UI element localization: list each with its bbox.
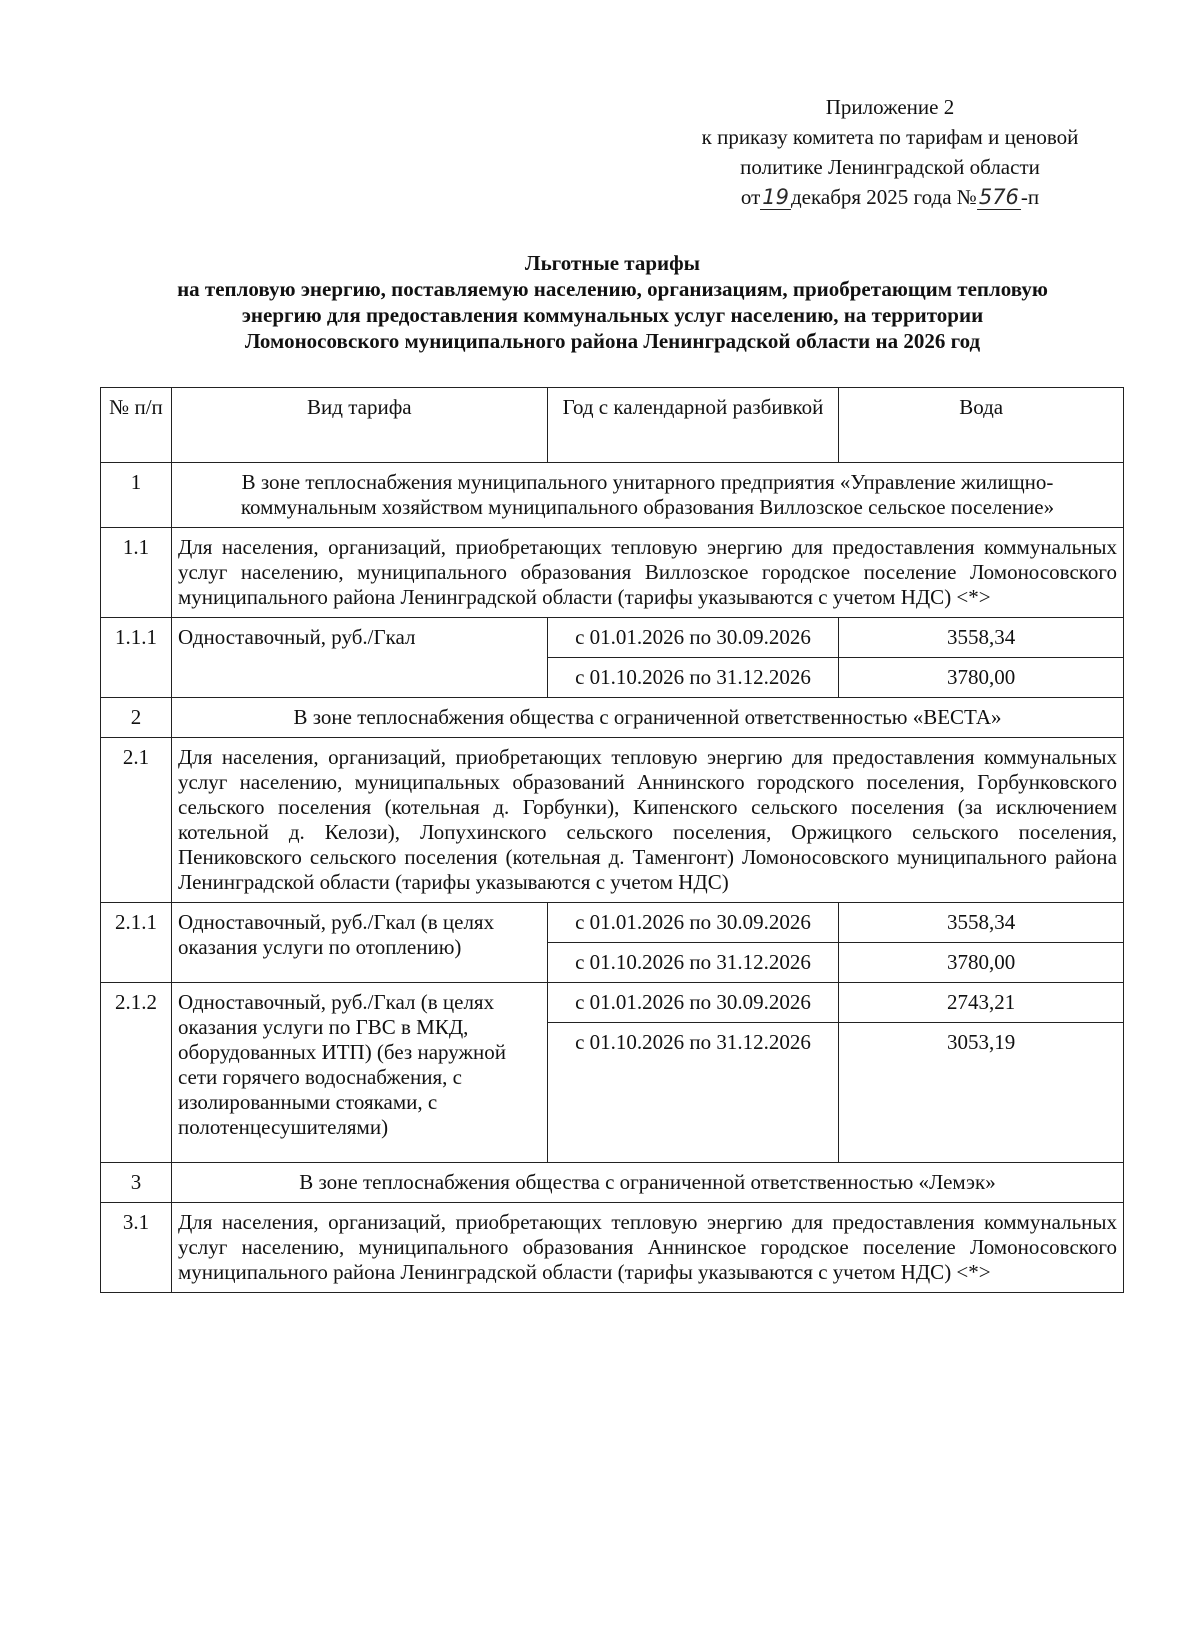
tariff-type: Одноставочный, руб./Гкал (171, 618, 547, 698)
subsection-text: Для населения, организаций, приобретающих тепловую энергию для предоставления коммунальных услуг населению, муниципального образования Аннинское городское поселение Ломоносовского муниципального района Ленинградской области (тарифы указываются с учетом НДС) <*> (171, 1203, 1123, 1293)
tariff-table (100, 387, 1124, 1293)
appendix-line-3: политике Ленинградской области (740, 155, 1040, 179)
row-number: 1.1.1 (101, 618, 172, 698)
row-number: 2.1 (101, 738, 172, 903)
title-line-4: Ломоносовского муниципального района Ленинградской области на 2026 год (244, 329, 981, 353)
date-suffix: -п (1020, 185, 1040, 209)
title-line-3: энергию для предоставления коммунальных услуг населению, на территории (241, 303, 984, 327)
tariff-row (101, 618, 1124, 658)
date-prefix: от (740, 185, 761, 209)
row-number: 1 (101, 463, 172, 528)
row-number: 1.1 (101, 528, 172, 618)
tariff-value: 3558,34 (839, 618, 1124, 658)
order-day: 19 (762, 185, 789, 209)
tariff-row (101, 983, 1124, 1023)
tariff-value: 2743,21 (839, 983, 1124, 1023)
section-title: В зоне теплоснабжения общества с ограниченной ответственностью «Лемэк» (171, 1163, 1123, 1203)
section-title: В зоне теплоснабжения муниципального унитарного предприятия «Управление жилищно-коммунальным хозяйством муниципального образования Виллозское сельское поселение» (171, 463, 1123, 528)
header-type: Вид тарифа (171, 388, 547, 463)
tariff-type: Одноставочный, руб./Гкал (в целях оказания услуги по отоплению) (171, 903, 547, 983)
header-num: № п/п (101, 388, 172, 463)
row-number: 3 (101, 1163, 172, 1203)
title-line-1: Льготные тарифы (524, 251, 701, 275)
appendix-line-2: к приказу комитета по тарифам и ценовой (701, 125, 1079, 149)
appendix-header (650, 92, 1130, 212)
appendix-line-1: Приложение 2 (825, 95, 955, 119)
tariff-period: с 01.01.2026 по 30.09.2026 (547, 618, 839, 658)
row-number: 3.1 (101, 1203, 172, 1293)
tariff-value: 3558,34 (839, 903, 1124, 943)
subsection-text: Для населения, организаций, приобретающих тепловую энергию для предоставления коммунальных услуг населению, муниципальных образований Аннинского городского поселения, Горбунковского сельского поселения (котельная д. Горбунки), Кипенского сельского поселения (за исключением котельной д. Келози), Лопухинского сельского поселения, Оржицкого сельского поселения, Пениковского сельского поселения (котельная д. Таменгонт) Ломоносовского муниципального района Ленинградской области (тарифы указываются с учетом НДС) (171, 738, 1123, 903)
row-number: 2.1.2 (101, 983, 172, 1163)
table-header-row (101, 388, 1124, 463)
tariff-value: 3780,00 (839, 943, 1124, 983)
tariff-period: с 01.01.2026 по 30.09.2026 (547, 983, 839, 1023)
header-water: Вода (839, 388, 1124, 463)
tariff-type: Одноставочный, руб./Гкал (в целях оказания услуги по ГВС в МКД, оборудованных ИТП) (без наружной сети горячего водоснабжения, с изолированными стояками, с полотенцесушителями) (171, 983, 547, 1163)
order-number: 576 (978, 185, 1019, 209)
row-number: 2.1.1 (101, 903, 172, 983)
appendix-date-line (650, 182, 1130, 212)
section-title: В зоне теплоснабжения общества с ограниченной ответственностью «ВЕСТА» (171, 698, 1123, 738)
tariff-period: с 01.10.2026 по 31.12.2026 (547, 1023, 839, 1163)
subsection-text: Для населения, организаций, приобретающих тепловую энергию для предоставления коммунальных услуг населению, муниципального образования Виллозское городское поселение Ломоносовского муниципального района Ленинградской области (тарифы указываются с учетом НДС) <*> (171, 528, 1123, 618)
tariff-period: с 01.10.2026 по 31.12.2026 (547, 658, 839, 698)
title-line-2: на тепловую энергию, поставляемую населению, организациям, приобретающим тепловую (177, 277, 1048, 301)
section-row (101, 463, 1124, 528)
date-middle: декабря 2025 года № (790, 185, 977, 209)
tariff-period: с 01.10.2026 по 31.12.2026 (547, 943, 839, 983)
tariff-period: с 01.01.2026 по 30.09.2026 (547, 903, 839, 943)
document-title (100, 250, 1125, 354)
section-row (101, 1163, 1124, 1203)
subsection-row (101, 528, 1124, 618)
header-year: Год с календарной разбивкой (547, 388, 839, 463)
tariff-value: 3053,19 (839, 1023, 1124, 1163)
tariff-row (101, 903, 1124, 943)
subsection-row (101, 1203, 1124, 1293)
row-number: 2 (101, 698, 172, 738)
section-row (101, 698, 1124, 738)
subsection-row (101, 738, 1124, 903)
tariff-value: 3780,00 (839, 658, 1124, 698)
